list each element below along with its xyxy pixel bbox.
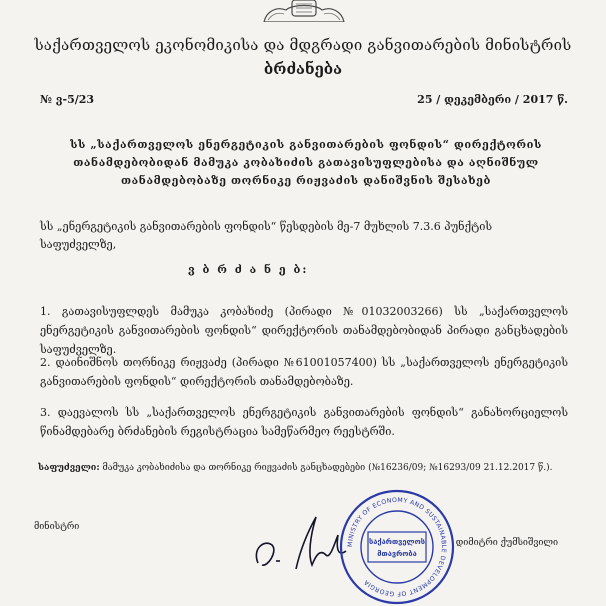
official-seal — [338, 488, 456, 606]
decree-heading: ვ ბ რ ძ ა ნ ე ბ: — [188, 263, 309, 276]
basis-label: საფუძველი: — [38, 463, 100, 473]
seal-ring-text — [347, 497, 447, 597]
seal-center-line-1: საქართველოს — [369, 537, 425, 546]
order-subject — [56, 136, 556, 190]
signatory-role: მინისტრი — [34, 522, 80, 532]
document-type-heading: ბრძანება — [263, 60, 343, 78]
signatory-name: დიმიტრი ქუმსიშვილი — [455, 538, 558, 548]
legal-basis-preamble: სს „ენერგეტიკის განვითარების ფონდის“ წესდების მე-7 მუხლის 7.3.6 პუნქტის საფუძველზე, — [40, 220, 493, 251]
order-item-3: 3. დაევალოს სს „საქართველოს ენერგეტიკის განვითარების ფონდის“ განახორციელოს წინამდებარე ბრძანების რეგისტრაცია სამეწარმეო რეესტრში. — [40, 406, 568, 438]
subject-line: სს „საქართველოს ენერგეტიკის განვითარების ფონდის“ დირექტორის — [70, 138, 542, 151]
seal-outer-ring — [341, 491, 453, 603]
order-item-2: 2. დაინიშნოს თორნიკე რიჟვაძე (პირადი №61001057400) სს „საქართველოს ენერგეტიკის განვითარების ფონდის“ დირექტორის თანამდებობაზე. — [40, 356, 568, 388]
seal-inner-ring — [361, 511, 433, 583]
basis-note — [38, 461, 578, 475]
seal-ring-textpath: MINISTRY OF ECONOMY AND SUSTAINABLE DEVELOPMENT OF GEORGIA — [346, 496, 448, 598]
coat-of-arms-emblem — [256, 0, 352, 22]
seal-center-line-2: მთავრობა — [377, 549, 417, 558]
ministry-heading: საქართველოს ეკონომიკისა და მდგრადი განვითარების მინისტრის — [34, 36, 572, 54]
order-item-1: 1. გათავისუფლდეს მამუკა კობახიძე (პირადი №01032003266) სს „საქართველოს ენერგეტიკის განვითარების ფონდის“ დირექტორის თანამდებობიდან პირადი განცხადების საფუძველზე. — [40, 305, 568, 356]
basis-text: მამუკა კობახიძისა და თორნიკე რიჟვაძის განცხადებები (№16236/09; №16293/09 21.12.2017 წ.). — [99, 463, 553, 473]
subject-line: თანამდებობიდან მამუკა კობახიძის გათავისუფლებისა და აღნიშნულ — [73, 156, 539, 169]
subject-line: თანამდებობაზე თორნიკე რიჟვაძის დანიშვნის შესახებ — [121, 174, 491, 187]
order-number: № ვ-5/23 — [40, 93, 95, 106]
order-date: 25 / დეკემბერი / 2017 წ. — [417, 93, 568, 106]
